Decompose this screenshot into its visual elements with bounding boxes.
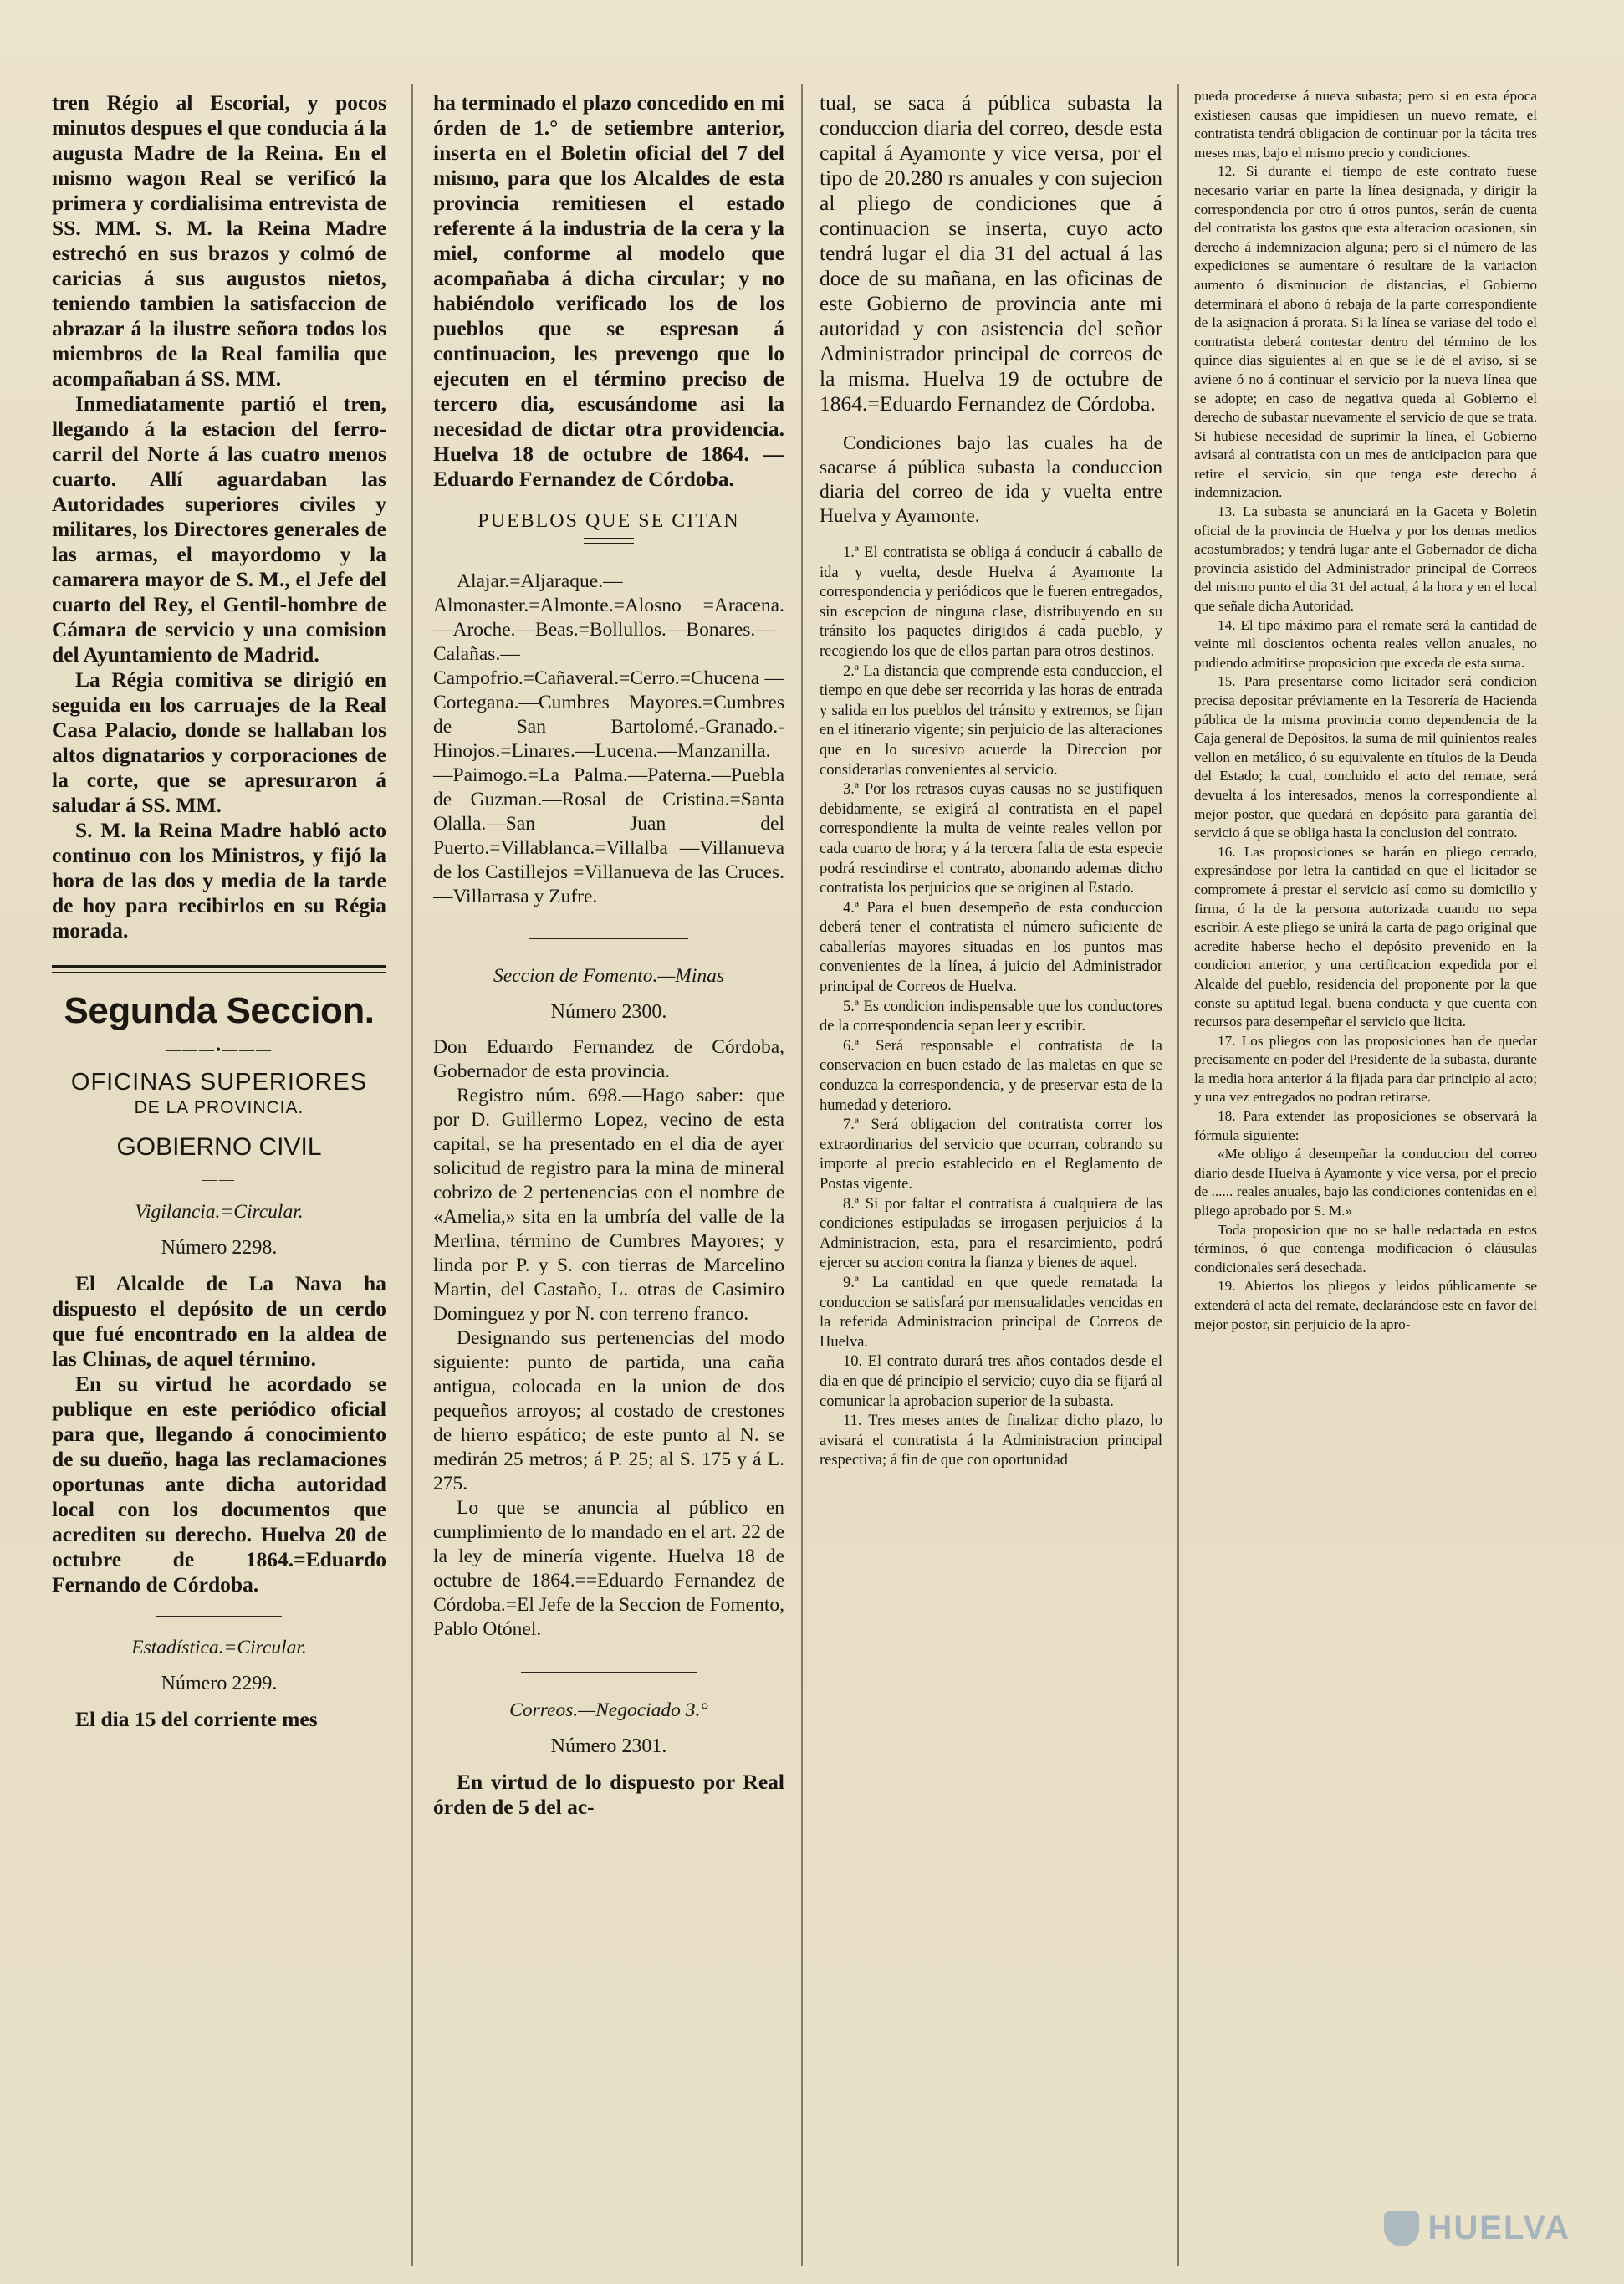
paragraph: En su virtud he acordado se publique en este periódico oficial para que, llegando á conocimiento de su dueño, haga las reclamaciones oportunas ante dicha autoridad local con los documentos que acrediten su derecho. Huelva 20 de octubre de 1864.=Eduardo Fernando de Córdoba. <box>52 1372 386 1597</box>
shield-icon <box>1384 2211 1419 2246</box>
ornament: —— <box>202 1171 236 1188</box>
section-divider <box>52 965 386 968</box>
department-label: Vigilancia.=Circular. <box>135 1201 304 1223</box>
notice-number: Número 2298. <box>161 1237 278 1259</box>
department-label: Correos.—Negociado 3.° <box>509 1699 708 1721</box>
column-3 <box>820 90 1162 2265</box>
condition: 7.ª Será obligacion del contratista correr los extraordinarios del servicio que ocurran, cobrando su importe al precio establecido en el Reglamento de Postas vigente. <box>820 1116 1162 1193</box>
divider <box>156 1616 282 1617</box>
condition: 6.ª Será responsable el contratista de la conservacion en buen estado de las maletas en que se conduzca la correspondencia, y de preservar esta de la humedad y deterioro. <box>820 1037 1162 1114</box>
paragraph: tual, se saca á pública subasta la conduccion diaria del correo, desde esta capital á Ayamonte y vice versa, por el tipo de 20.280 rs anuales y con sujecion al pliego de condiciones que á continuacion se inserta, cuyo acto tendrá lugar el dia 31 del actual á las doce de su mañana, en las oficinas de este Gobierno de provincia ante mi autoridad y con asistencia del señor Administrador principal de correos de la misma. Huelva 19 de octubre de 1864.=Eduardo Fernandez de Córdoba. <box>820 90 1162 416</box>
condition: 12. Si durante el tiempo de este contrato fuese necesario variar en parte la línea designada, y dirigir la correspondencia por otro ú otros puntos, serán de cuenta del contratista los gastos que esta alteracion ocasionen, sin derecho á indemnizacion alguna; pero si el número de las expediciones se aumentare ó resultare de la variacion aumento ó disminucion de distancias, el Gobierno determinará el abono ó rebaja de la parte correspondiente de la asignacion á prorata. Si la línea se variase del todo el contratista deberá contestar dentro del término de los quince dias siguientes al en que se le dé el aviso, si se aviene ó no á continuar el servicio por la nueva línea que se adopte; en caso de negativa queda al Gobierno el derecho de subastar nuevamente el servicio de que se trata. Si hubiese necesidad de suprimir la línea, el Gobierno avisará al contratista con un mes de anticipacion para que retire el servicio, sin que tenga este derecho á indemnizacion. <box>1194 163 1537 501</box>
watermark-text: HUELVA <box>1427 2210 1570 2246</box>
column-rule <box>801 84 803 2266</box>
paragraph: Registro núm. 698.—Hago saber: que por D. Guillermo Lopez, vecino de esta capital, se ha presentado en el dia de ayer solicitud de registro para la mina de mineral cobrizo de 2 pertenencias con el nombre de «Amelia,» sita en la umbría del valle de la Merlina, término de Cumbres Mayores; y linda por P. y S. con tierras de Marcelino Martin, del Castaño, L. otras de Casimiro Dominguez y por N. con terreno franco. <box>433 1085 784 1325</box>
condition: 16. Las proposiciones se harán en pliego cerrado, expresándose por letra la cantidad en que el licitador se compromete á prestar el servicio así como su domicilio y firma, ó la de la persona autorizada cuando no sepa escribir. A este pliego se unirá la carta de pago original que acredite haberse hecho el depósito prevenido en la condicion anterior, y una certificacion expedida por el Alcalde del pueblo, residencia del proponente por la que conste su aptitud legal, buena conducta y que cuenta con recursos para desempeñar el servicio que licita. <box>1194 843 1537 1030</box>
formula: «Me obligo á desempeñar la conduccion del correo diario desde Huelva á Ayamonte y vice versa, por el precio de ...... reales anuales, bajo las condiciones contenidas en el pliego aprobado por S. M.» <box>1194 1146 1537 1219</box>
paragraph: En virtud de lo dispuesto por Real órden de 5 del ac- <box>433 1770 784 1819</box>
divider <box>521 1672 697 1673</box>
condition: 4.ª Para el buen desempeño de esta conduccion deberá tener el contratista el número suficiente de caballerías mayores situadas en los puntos mas convenientes de la línea, á juicio del Administrador principal de Correos de Huelva. <box>820 899 1162 996</box>
condition: 3.ª Por los retrasos cuyas causas no se justifiquen debidamente, se exigirá al contratista en el papel correspondiente la multa de veinte reales vellon por cada cuarto de hora; y á la tercera falta de esta especie podrá rescindirse el contrato, abonando ademas dicho contratista los perjuicios que se originen al Estado. <box>820 781 1162 897</box>
double-rule <box>584 538 634 544</box>
column-rule <box>411 84 413 2266</box>
notice-number: Número 2299. <box>161 1673 278 1694</box>
conditions-heading: Condiciones bajo las cuales ha de sacarse á pública subasta la conduccion diaria del correo de ida y vuelta entre Huelva y Ayamonte. <box>820 432 1162 527</box>
ornament: ———•——— <box>165 1041 273 1058</box>
condition: 10. El contrato durará tres años contados desde el dia en que dé principio el servicio; cuyo dia se fijará al comunicar la aprobacion superior de la subasta. <box>820 1353 1162 1410</box>
condition: 15. Para presentarse como licitador será condicion precisa depositar préviamente en la Tesorería de Hacienda pública de la misma provincia como dependencia de la Caja general de Depósitos, la suma de mil quinientos reales vellon en metálico, ó su equivalente en títulos de la Deuda del Estado; la cual, concluido el acto del remate, será devuelta á los interesados, menos la correspondiente al mejor postor, que quedará en depósito para garantía del servicio á que se obliga hasta la conclusion del contrato. <box>1194 673 1537 841</box>
column-1 <box>52 90 386 2265</box>
paragraph: La Régia comitiva se dirigió en seguida en los carruajes de la Real Casa Palacio, donde se hallaban los altos dignatarios y corporaciones de la corte, que se apresuraron á saludar á SS. MM. <box>52 667 386 817</box>
condition: 13. La subasta se anunciará en la Gaceta y Boletin oficial de la provincia de Huelva y por los demas medios acostumbrados; y tendrá lugar ante el Gobernador de dicha provincia asistido del Administrador principal de Correos del mismo punto el dia 31 del actual, á la hora y en el local que señale dicha Autoridad. <box>1194 503 1537 615</box>
paragraph: El dia 15 del corriente mes <box>75 1707 318 1731</box>
department-label: Seccion de Fomento.—Minas <box>493 965 725 987</box>
office-heading: OFICINAS SUPERIORES <box>70 1069 368 1096</box>
column-4 <box>1194 87 1537 2261</box>
condition: 5.ª Es condicion indispensable que los conductores de la correspondencia sepan leer y escribir. <box>820 998 1162 1035</box>
paragraph: Lo que se anuncia al público en cumplimiento de lo mandado en el art. 22 de la ley de minería vigente. Huelva 18 de octubre de 1864.==Eduardo Fernandez de Córdoba.=El Jefe de la Seccion de Fomento, Pablo Otónel. <box>433 1497 784 1640</box>
paragraph: Designando sus pertenencias del modo siguiente: punto de partida, una caña antigua, colocada en la union de dos pequeños arroyos; al costado de crestones de hierro espático; de este punto al N. se medirán 25 metros; á P. 25; al S. 175 y á L. 275. <box>433 1327 784 1495</box>
divider <box>529 938 688 939</box>
condition: 18. Para extender las proposiciones se observará la fórmula siguiente: <box>1194 1108 1537 1143</box>
column-rule <box>1177 84 1179 2266</box>
condition: 9.ª La cantidad en que quede rematada la conduccion se satisfará por mensualidades vencidas en la referida Administracion principal de Correos de Huelva. <box>820 1274 1162 1351</box>
pueblos-heading: PUEBLOS QUE SE CITAN <box>477 510 740 532</box>
condition: 1.ª El contratista se obliga á conducir á caballo de ida y vuelta, desde Huelva á Ayamonte la correspondencia y periódicos que le fueren entregados, sin escepcion de ninguna clase, distribuyendo en su tránsito los paquetes dirigidos á cada pueblo, y recogiendo los que de ellos partan para otros destinos. <box>820 544 1162 660</box>
paragraph: ha terminado el plazo concedido en mi órden de 1.° de setiembre anterior, inserta en el Boletin oficial del 7 del mismo, para que los Alcaldes de esta provincia remitiesen el estado referente á la industria de la cera y la miel, conforme al modelo que acompañaba á dicha circular; y no habiéndolo verificado los de los pueblos que se espresan á continuacion, les prevengo que lo ejecuten en el término preciso de tercero dia, escusándome asi la necesidad de dictar otra providencia. Huelva 18 de octubre de 1864. —Eduardo Fernandez de Córdoba. <box>433 90 784 491</box>
paragraph: Don Eduardo Fernandez de Córdoba, Gobernador de esta provincia. <box>433 1036 784 1082</box>
notice-number: Número 2301. <box>550 1735 667 1757</box>
paragraph: Inmediatamente partió el tren, llegando á la estacion del ferro-carril del Norte á las cuatro menos cuarto. Allí aguardaban las Autoridades superiores civiles y militares, los Directores generales de las armas, el mayordomo y la camarera mayor de S. M., el Jefe del cuarto del Rey, el Gentil-hombre de Cámara de servicio y una comision del Ayuntamiento de Madrid. <box>52 391 386 667</box>
paragraph: S. M. la Reina Madre habló acto continuo con los Ministros, y fijó la hora de las dos y media de la tarde de hoy para recibirlos en su Régia morada. <box>52 818 386 943</box>
condition: 14. El tipo máximo para el remate será la cantidad de veinte mil doscientos ochenta reales vellon anuales, no pudiendo admitirse proposicion que exceda de esta suma. <box>1194 616 1537 671</box>
condition: 19. Abiertos los pliegos y leidos públicamente se extenderá el acta del remate, declarándose este en favor del mejor postor, sin perjuicio de la apro- <box>1194 1278 1537 1332</box>
gobierno-heading: GOBIERNO CIVIL <box>116 1133 322 1161</box>
paragraph: pueda procederse á nueva subasta; pero si en esta época existiesen causas que impidiesen un nuevo remate, el contratista tendrá obligacion de continuar por la tácita tres meses mas, bajo el mismo precio y condiciones. <box>1194 88 1537 161</box>
office-subheading: DE LA PROVINCIA. <box>134 1098 304 1117</box>
column-2 <box>433 90 784 2265</box>
paragraph: Toda proposicion que no se halle redactada en estos términos, ó que contenga modificacion ó cláusulas condicionales será desechada. <box>1194 1221 1537 1275</box>
notice-number: Número 2300. <box>550 1001 667 1023</box>
section-title: Segunda Seccion. <box>64 990 375 1031</box>
department-label: Estadística.=Circular. <box>131 1637 307 1658</box>
archive-watermark <box>1384 2210 1570 2247</box>
paragraph: El Alcalde de La Nava ha dispuesto el depósito de un cerdo que fué encontrado en la aldea de las Chinas, de aquel término. <box>52 1271 386 1371</box>
condition: 2.ª La distancia que comprende esta conduccion, el tiempo en que debe ser recorrida y las horas de entrada y salida en los pueblos del tránsito y extremos, se fijan en el itinerario vigente; sin perjuicio de las alteraciones que en lo sucesivo acuerde la Direccion por considerarlas convenientes al servicio. <box>820 662 1162 779</box>
paragraph: tren Régio al Escorial, y pocos minutos despues el que conducia á la augusta Madre de la Reina. En el mismo wagon Real se verificó la primera y cordialisima entrevista de SS. MM. S. M. la Reina Madre estrechó en sus brazos y colmó de caricias á sus augustos nietos, teniendo tambien la satisfaccion de abrazar á la ilustre señora todos los miembros de la Real familia que acompañaban á SS. MM. <box>52 90 386 391</box>
condition: 8.ª Si por faltar el contratista á cualquiera de las condiciones estipuladas se irrogasen perjuicios á la Administracion, esta, para el resarcimiento, podrá ejercer su accion contra la fianza y bienes de aquel. <box>820 1195 1162 1272</box>
condition: 11. Tres meses antes de finalizar dicho plazo, lo avisará el contratista á la Administracion principal respectiva; á fin de que con oportunidad <box>820 1413 1162 1469</box>
condition: 17. Los pliegos con las proposiciones han de quedar precisamente en poder del Presidente de la subasta, durante la media hora anterior á la fijada para dar principio al acto; y una vez entregados no podran retirarse. <box>1194 1032 1537 1106</box>
pueblos-list: Alajar.=Aljaraque.—Almonaster.=Almonte.=Alosno =Aracena.—Aroche.—Beas.=Bollullos.—Bonares.—Calañas.—Campofrio.=Cañaveral.=Cerro.=Chucena —Cortegana.—Cumbres Mayores.=Cumbres de San Bartolomé.-Granado.-Hinojos.=Linares.—Lucena.—Manzanilla.—Paimogo.=La Palma.—Paterna.—Puebla de Guzman.—Rosal de Cristina.=Santa Olalla.—San Juan del Puerto.=Villablanca.=Villalba —Villanueva de los Castillejos =Villanueva de las Cruces.—Villarrasa y Zufre. <box>433 570 784 907</box>
section-divider <box>52 972 386 973</box>
